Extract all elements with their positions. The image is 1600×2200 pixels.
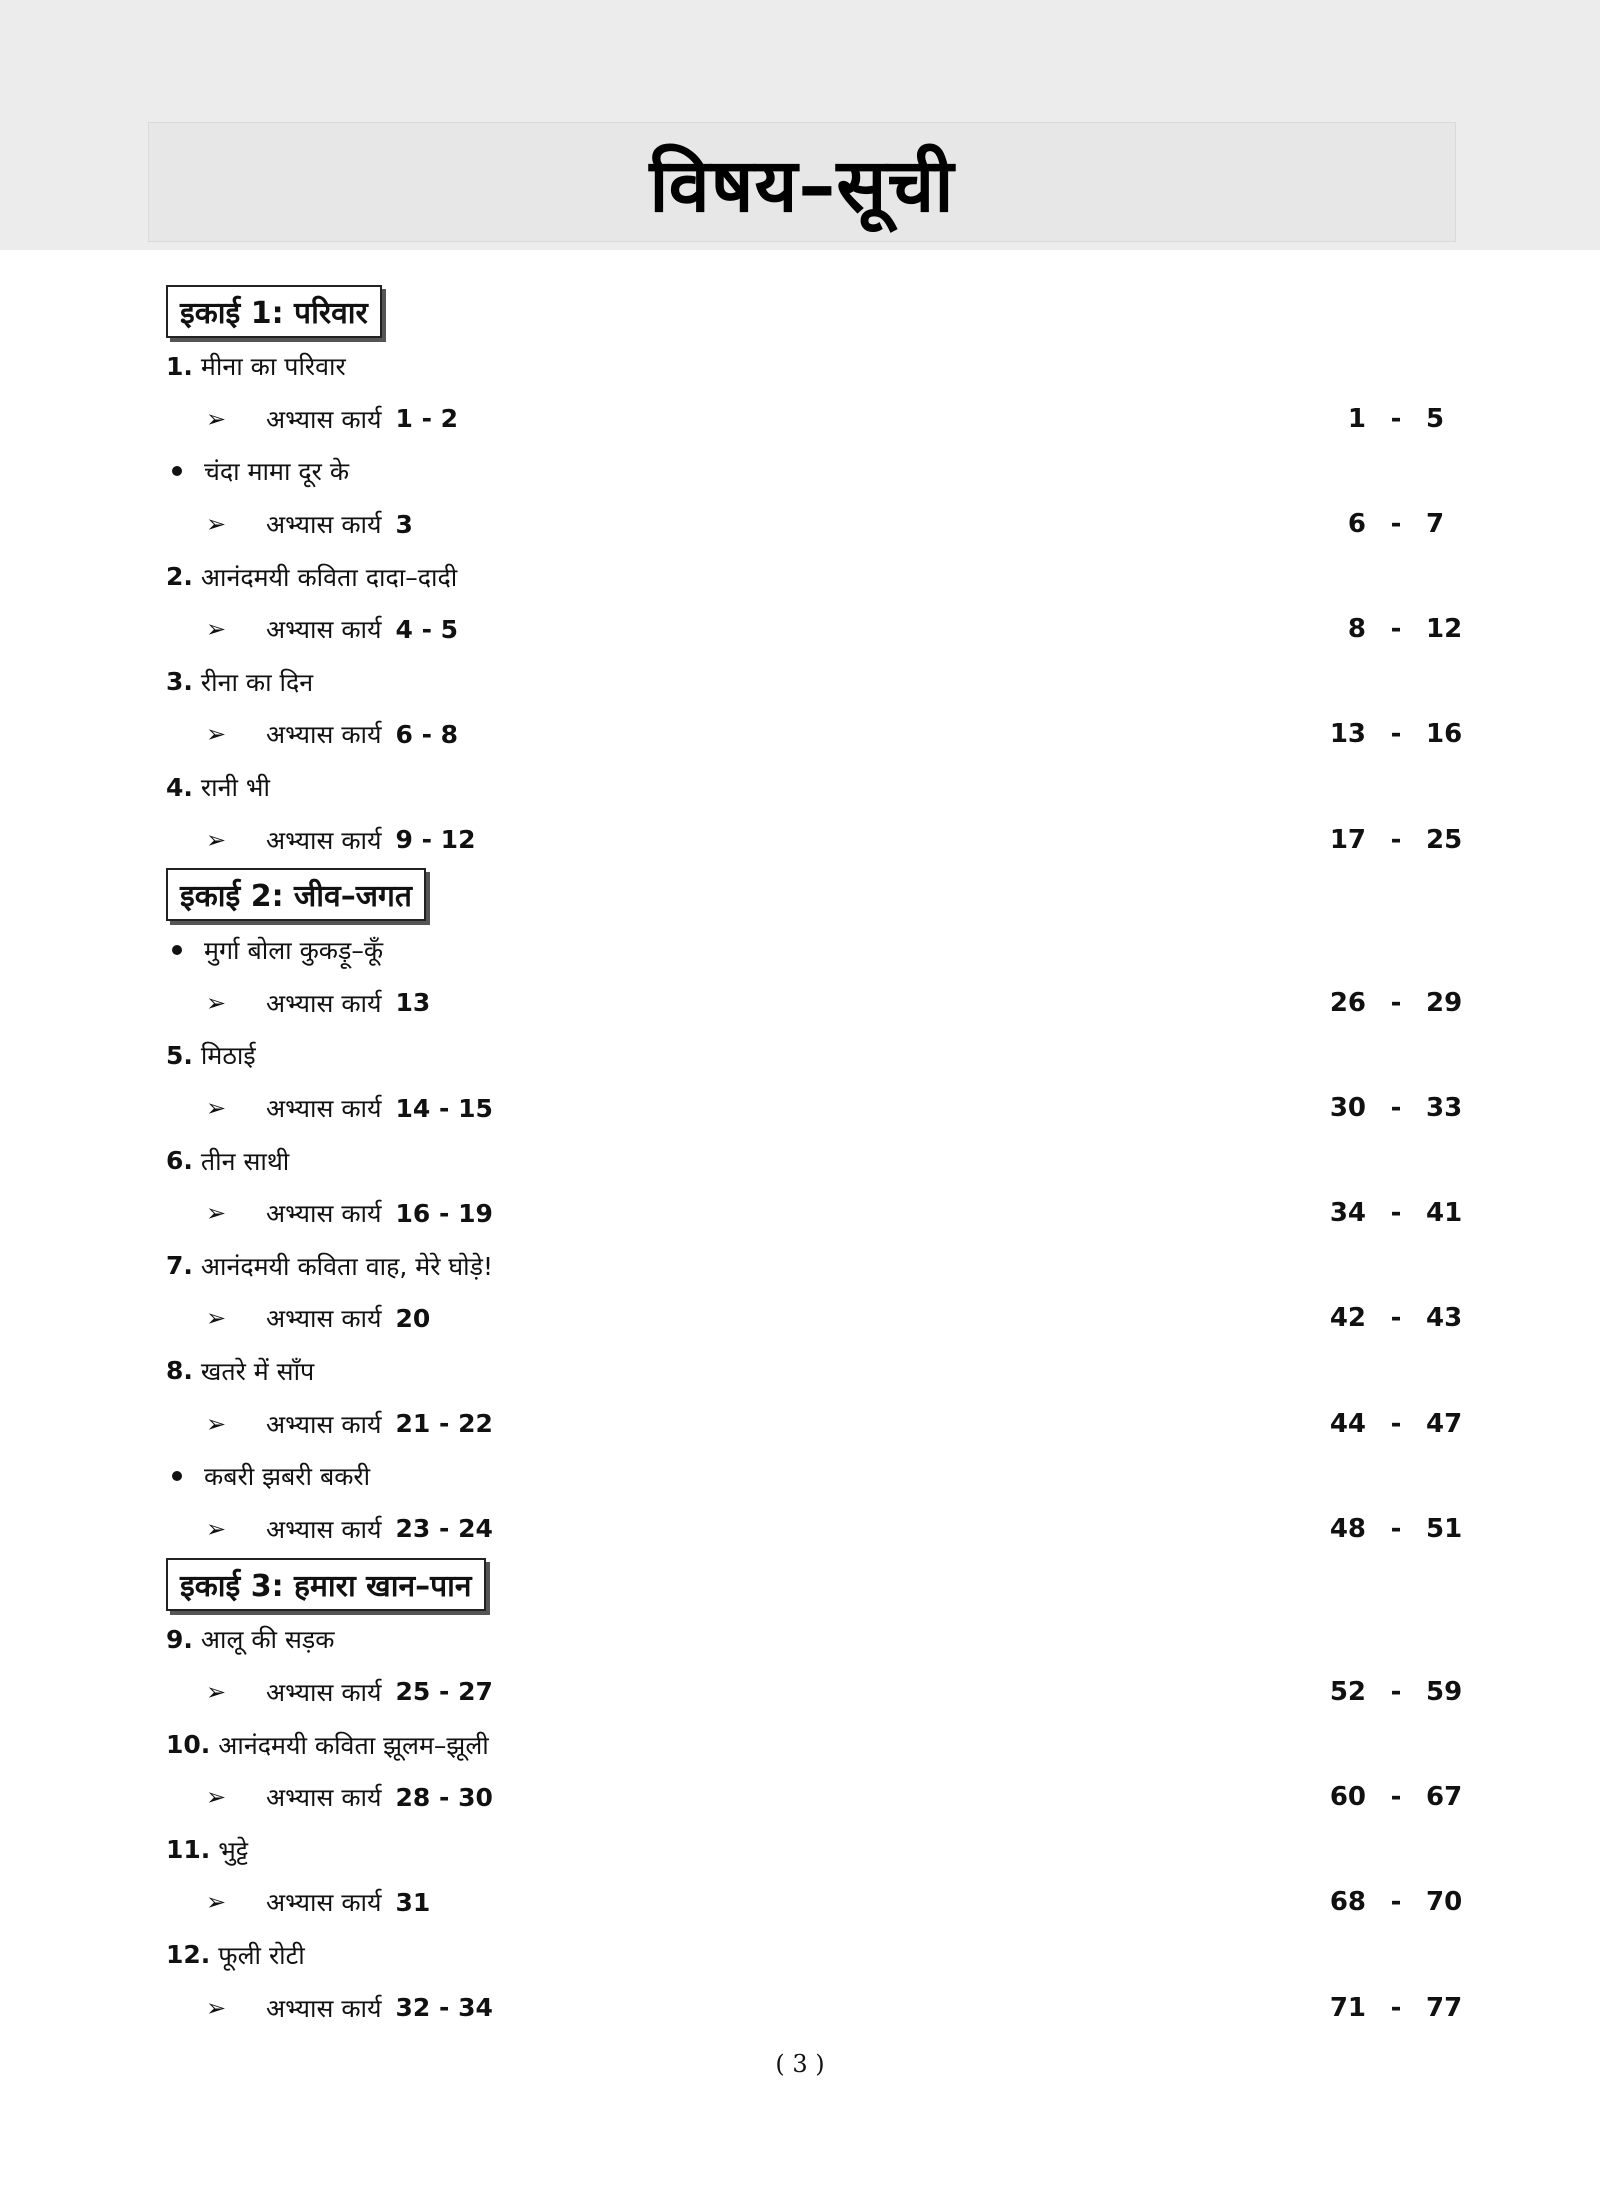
page-start: 60: [1329, 1782, 1366, 1813]
arrow-bullet-icon: ➢: [206, 1094, 227, 1123]
page-start: 71: [1329, 1992, 1366, 2023]
page-dash: -: [1390, 1992, 1402, 2023]
page-end: 12: [1426, 614, 1463, 645]
page-end: 5: [1426, 403, 1445, 434]
lesson-row: [166, 656, 1436, 709]
lesson-row: [166, 1240, 1436, 1293]
exercise-label: अभ्यास कार्य: [266, 825, 382, 855]
lesson-row: [166, 1718, 1436, 1771]
exercise-label: अभ्यास कार्य: [266, 1677, 382, 1707]
lesson-title: आनंदमयी कविता वाह, मेरे घोड़े!: [200, 1251, 494, 1281]
arrow-bullet-icon: ➢: [206, 510, 227, 539]
lesson-title: भुट्टे: [218, 1835, 249, 1865]
lesson-number: 1.: [166, 351, 193, 381]
exercise-label: अभ्यास कार्य: [266, 1304, 382, 1334]
lesson-title: मिठाई: [200, 1041, 256, 1071]
lesson-number: 11.: [166, 1835, 211, 1865]
lesson-title: मुर्गा बोला कुकड़ू–कूँ: [204, 936, 384, 966]
lesson-number: 6.: [166, 1146, 193, 1176]
lesson-row: [166, 1823, 1436, 1876]
exercise-label: अभ्यास कार्य: [266, 1199, 382, 1229]
page-end: 43: [1426, 1303, 1463, 1334]
lesson-title: आनंदमयी कविता झूलम–झूली: [218, 1730, 489, 1760]
lesson-row: [166, 924, 1436, 977]
lesson-row: [166, 340, 1436, 393]
page-start: 17: [1329, 824, 1366, 855]
exercise-label: अभ्यास कार्य: [266, 615, 382, 645]
lesson-number: 10.: [166, 1730, 211, 1760]
exercise-label: अभ्यास कार्य: [266, 1094, 382, 1124]
exercise-row: [166, 1502, 1463, 1555]
lesson-number: 8.: [166, 1356, 193, 1386]
bullet-icon: [172, 945, 182, 955]
page-end: 47: [1426, 1408, 1463, 1439]
exercise-row: [166, 603, 1463, 656]
exercise-range: 28 - 30: [395, 1782, 493, 1812]
unit-heading-wrap: [166, 1555, 1436, 1613]
arrow-bullet-icon: ➢: [206, 615, 227, 644]
unit-heading: इकाई 1: परिवार: [166, 285, 382, 338]
page-dash: -: [1390, 509, 1402, 540]
lesson-title: आलू की सड़क: [200, 1625, 335, 1655]
exercise-row: [166, 393, 1445, 446]
lesson-row: [166, 1613, 1436, 1666]
arrow-bullet-icon: ➢: [206, 1514, 227, 1543]
exercise-range: 31: [395, 1887, 431, 1917]
page-range: [1286, 1082, 1486, 1135]
lesson-title: आनंदमयी कविता दादा–दादी: [200, 562, 458, 592]
page-end: 70: [1426, 1887, 1463, 1918]
lesson-row: [166, 761, 1436, 814]
page-dash: -: [1390, 1408, 1402, 1439]
exercise-row: [166, 708, 1463, 761]
unit-heading-wrap: [166, 866, 1436, 924]
exercise-row: [166, 1981, 1463, 2034]
exercise-label: अभ्यास कार्य: [266, 404, 382, 434]
page-start: 68: [1329, 1887, 1366, 1918]
arrow-bullet-icon: ➢: [206, 1888, 227, 1917]
lesson-title: फूली रोटी: [218, 1940, 305, 1970]
page-end: 29: [1426, 987, 1463, 1018]
arrow-bullet-icon: ➢: [206, 720, 227, 749]
lesson-number: 4.: [166, 772, 193, 802]
arrow-bullet-icon: ➢: [206, 1783, 227, 1812]
lesson-number: 7.: [166, 1251, 193, 1281]
page-end: 67: [1426, 1782, 1463, 1813]
lesson-title: तीन साथी: [200, 1146, 290, 1176]
page-start: 48: [1329, 1513, 1366, 1544]
page-start: 26: [1329, 987, 1366, 1018]
lesson-number: 9.: [166, 1624, 193, 1654]
exercise-range: 4 - 5: [395, 614, 459, 644]
exercise-row: [166, 1397, 1463, 1450]
title-box: [148, 122, 1456, 242]
page-dash: -: [1390, 1303, 1402, 1334]
exercise-row: [166, 977, 1463, 1030]
page-range: [1286, 1187, 1486, 1240]
page-dash: -: [1390, 1198, 1402, 1229]
exercise-range: 3: [395, 509, 413, 539]
page-range: [1286, 1502, 1486, 1555]
exercise-label: अभ्यास कार्य: [266, 510, 382, 540]
page-range: [1286, 1771, 1486, 1824]
page-end: 59: [1426, 1676, 1463, 1707]
arrow-bullet-icon: ➢: [206, 1993, 227, 2022]
page-start: 8: [1347, 614, 1366, 645]
arrow-bullet-icon: ➢: [206, 1677, 227, 1706]
lesson-row: [166, 1134, 1436, 1187]
exercise-range: 21 - 22: [395, 1409, 493, 1439]
exercise-range: 14 - 15: [395, 1093, 493, 1123]
lesson-row: [166, 1029, 1436, 1082]
page-start: 30: [1329, 1093, 1366, 1124]
page-range: [1286, 1876, 1486, 1929]
lesson-row: [166, 1929, 1436, 1982]
page-dash: -: [1390, 824, 1402, 855]
exercise-row: [166, 1666, 1463, 1719]
unit-heading: इकाई 2: जीव–जगत: [166, 868, 426, 921]
page-end: 16: [1426, 719, 1463, 750]
exercise-range: 1 - 2: [395, 404, 459, 434]
page-end: 25: [1426, 824, 1463, 855]
exercise-row: [166, 1771, 1463, 1824]
page-start: 1: [1347, 403, 1366, 434]
exercise-label: अभ्यास कार्य: [266, 1993, 382, 2023]
exercise-range: 9 - 12: [395, 825, 476, 855]
exercise-label: अभ्यास कार्य: [266, 1514, 382, 1544]
page-end: 51: [1426, 1513, 1463, 1544]
exercise-range: 20: [395, 1303, 431, 1333]
exercise-range: 23 - 24: [395, 1514, 493, 1544]
page-range: [1286, 1666, 1486, 1719]
exercise-range: 13: [395, 988, 431, 1018]
lesson-number: 2.: [166, 562, 193, 592]
exercise-row: [166, 1082, 1463, 1135]
lesson-title: मीना का परिवार: [200, 352, 346, 382]
page-range: [1286, 603, 1486, 656]
arrow-bullet-icon: ➢: [206, 1199, 227, 1228]
page-end: 33: [1426, 1093, 1463, 1124]
unit-heading: इकाई 3: हमारा खान–पान: [166, 1558, 486, 1611]
page-dash: -: [1390, 1887, 1402, 1918]
page-range: [1286, 977, 1486, 1030]
exercise-range: 25 - 27: [395, 1677, 493, 1707]
lesson-number: 5.: [166, 1040, 193, 1070]
exercise-row: [166, 1876, 1463, 1929]
page-range: [1286, 708, 1486, 761]
page-start: 42: [1329, 1303, 1366, 1334]
unit-heading-wrap: [166, 282, 1436, 340]
table-of-contents: [166, 282, 1463, 2034]
lesson-title: कबरी झबरी बकरी: [204, 1462, 371, 1492]
page-end: 41: [1426, 1198, 1463, 1229]
page-dash: -: [1390, 403, 1402, 434]
page-start: 13: [1329, 719, 1366, 750]
page-range: [1286, 393, 1486, 446]
page-range: [1286, 498, 1486, 551]
lesson-number: 12.: [166, 1940, 211, 1970]
page-start: 44: [1329, 1408, 1366, 1439]
exercise-row: [166, 813, 1463, 866]
arrow-bullet-icon: ➢: [206, 988, 227, 1017]
page-range: [1286, 1981, 1486, 2034]
page-dash: -: [1390, 719, 1402, 750]
exercise-label: अभ्यास कार्य: [266, 1888, 382, 1918]
exercise-row: [166, 1292, 1463, 1345]
page-dash: -: [1390, 987, 1402, 1018]
page-dash: -: [1390, 614, 1402, 645]
exercise-label: अभ्यास कार्य: [266, 720, 382, 750]
exercise-row: [166, 498, 1445, 551]
page-range: [1286, 813, 1486, 866]
page-start: 6: [1347, 509, 1366, 540]
exercise-range: 32 - 34: [395, 1993, 493, 2023]
arrow-bullet-icon: ➢: [206, 1409, 227, 1438]
exercise-range: 6 - 8: [395, 719, 459, 749]
page-start: 34: [1329, 1198, 1366, 1229]
lesson-title: रानी भी: [200, 773, 270, 803]
lesson-row: [166, 445, 1436, 498]
page-dash: -: [1390, 1676, 1402, 1707]
page-end: 7: [1426, 509, 1445, 540]
lesson-row: [166, 1450, 1436, 1503]
arrow-bullet-icon: ➢: [206, 825, 227, 854]
lesson-title: रीना का दिन: [200, 667, 314, 697]
page-number: ( 3 ): [775, 2050, 825, 2078]
lesson-number: 3.: [166, 667, 193, 697]
exercise-range: 16 - 19: [395, 1198, 493, 1228]
page-end: 77: [1426, 1992, 1463, 2023]
page-dash: -: [1390, 1093, 1402, 1124]
arrow-bullet-icon: ➢: [206, 1304, 227, 1333]
page-range: [1286, 1397, 1486, 1450]
page-start: 52: [1329, 1676, 1366, 1707]
page-dash: -: [1390, 1513, 1402, 1544]
page-title: विषय–सूची: [649, 142, 955, 229]
page-dash: -: [1390, 1782, 1402, 1813]
lesson-row: [166, 550, 1436, 603]
exercise-label: अभ्यास कार्य: [266, 1783, 382, 1813]
lesson-title: खतरे में साँप: [200, 1356, 315, 1386]
exercise-label: अभ्यास कार्य: [266, 1409, 382, 1439]
bullet-icon: [172, 1471, 182, 1481]
bullet-icon: [172, 466, 182, 476]
page-range: [1286, 1292, 1486, 1345]
lesson-row: [166, 1345, 1436, 1398]
exercise-label: अभ्यास कार्य: [266, 988, 382, 1018]
lesson-title: चंदा मामा दूर के: [204, 457, 350, 487]
arrow-bullet-icon: ➢: [206, 404, 227, 433]
exercise-row: [166, 1187, 1463, 1240]
